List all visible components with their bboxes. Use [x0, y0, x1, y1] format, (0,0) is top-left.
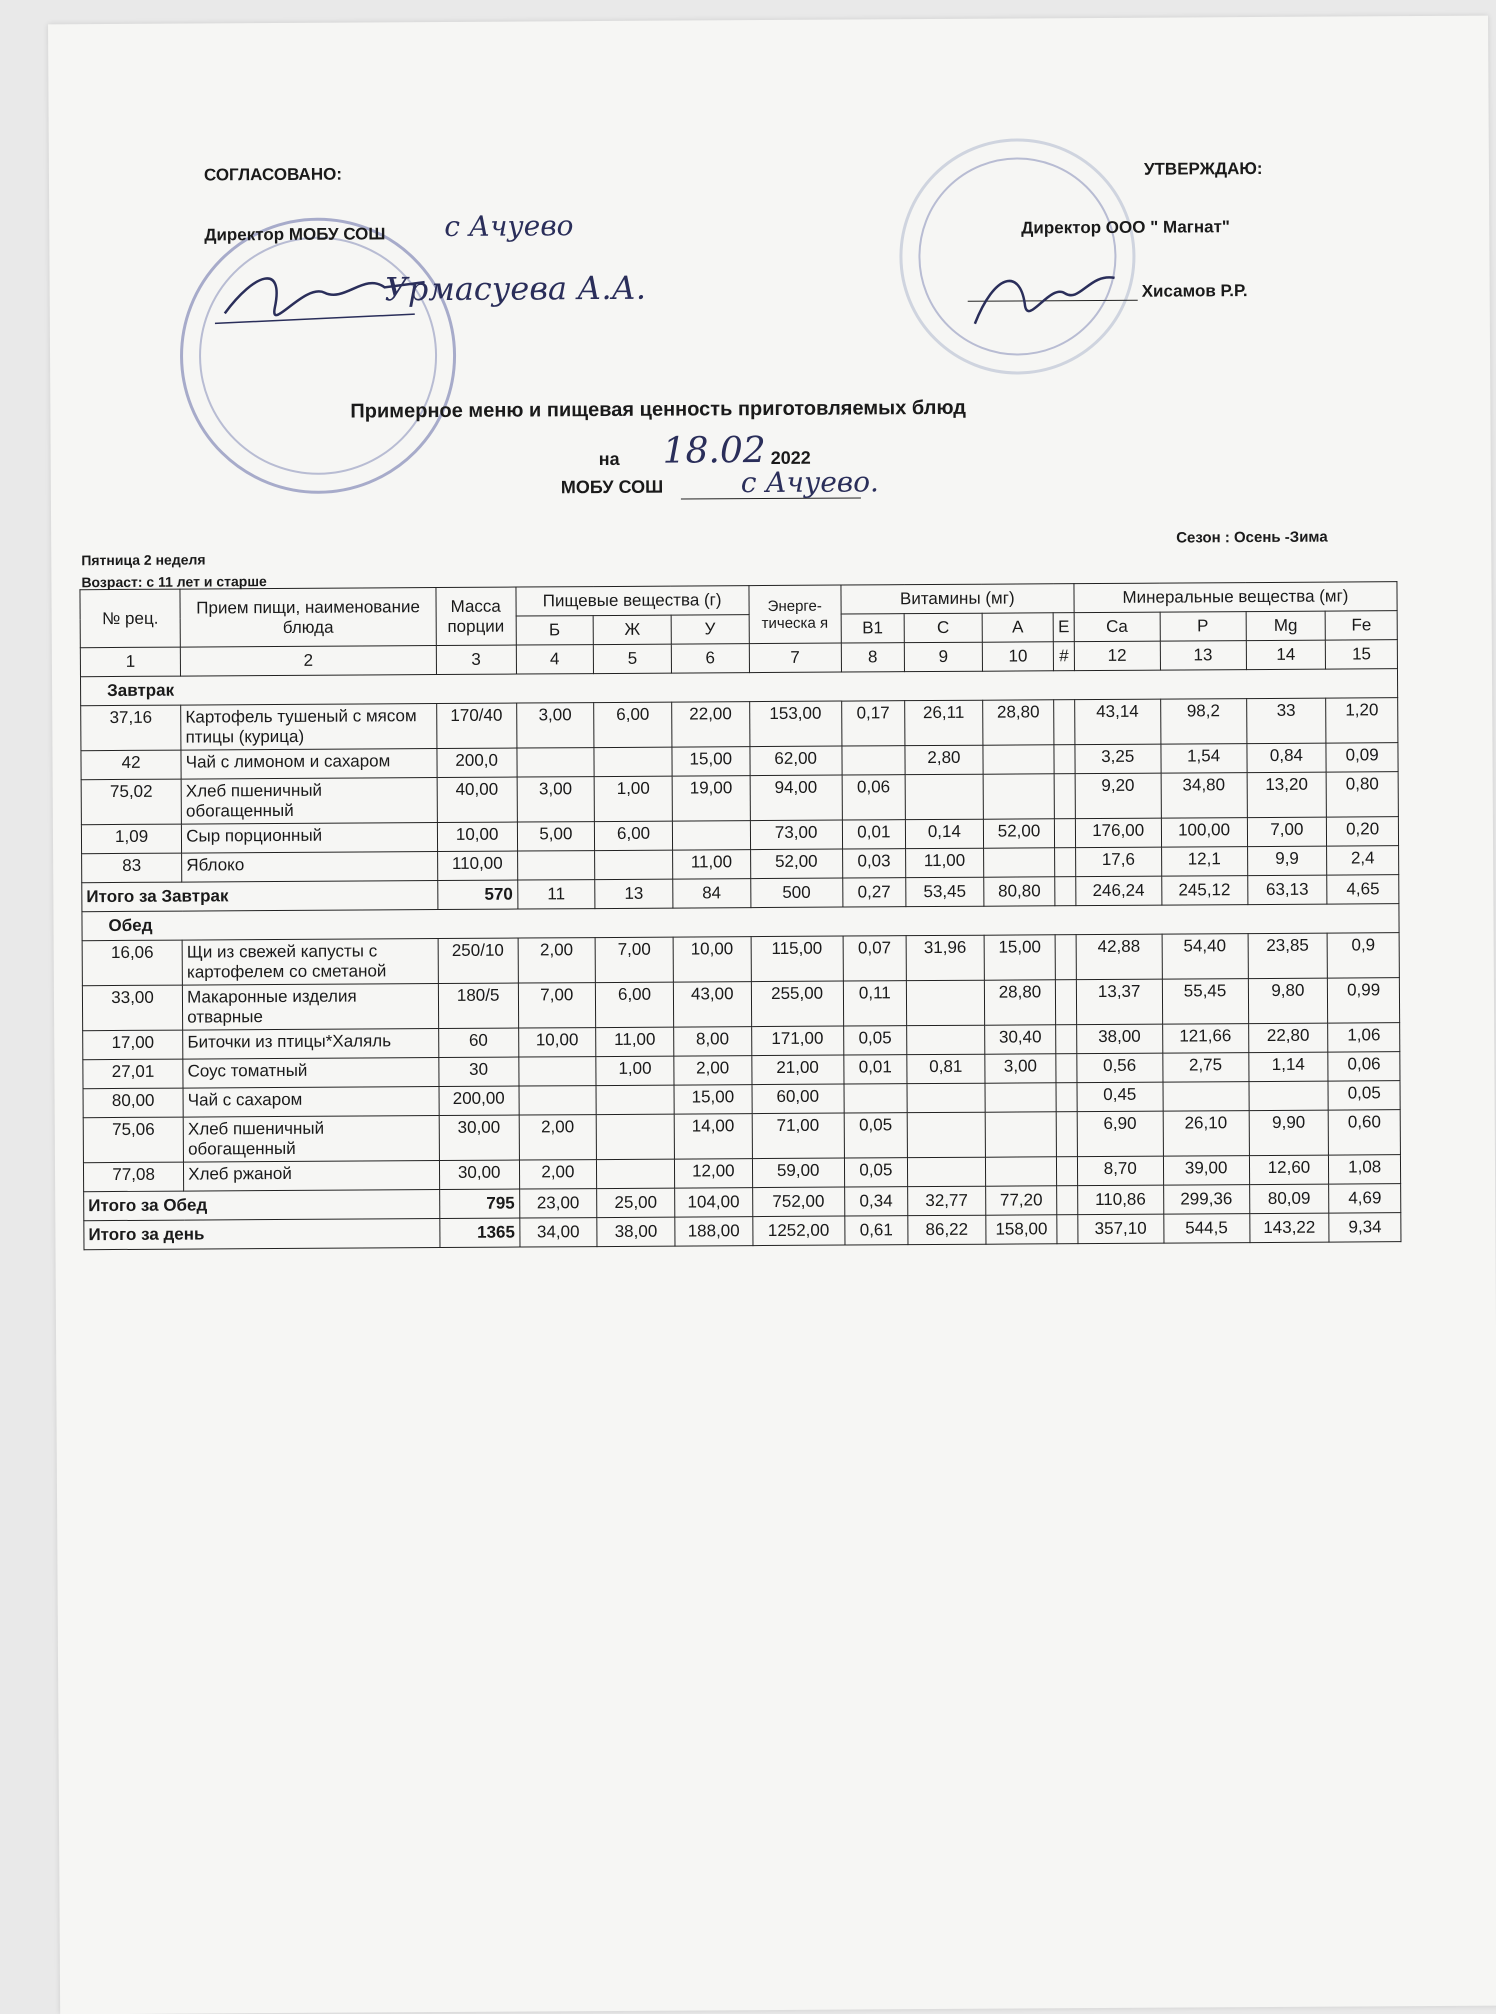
cell-value: 52,00	[983, 819, 1055, 848]
total-value: 110,86	[1077, 1185, 1163, 1215]
cell-value: 94,00	[750, 775, 842, 821]
cell-value: 3,25	[1075, 744, 1161, 774]
cell-value	[1056, 1025, 1077, 1054]
column-number: 7	[749, 643, 841, 673]
sub-header: У	[671, 615, 749, 644]
recipe-number: 83	[82, 853, 182, 883]
cell-value	[907, 1083, 985, 1112]
cell-value: 2,80	[905, 745, 983, 774]
cell-value: 2,4	[1327, 846, 1399, 875]
cell-value: 22,80	[1248, 1023, 1328, 1052]
cell-value: 200,0	[437, 748, 517, 777]
total-value: 84	[673, 879, 751, 908]
recipe-number: 16,06	[82, 940, 182, 986]
column-number: 9	[904, 642, 982, 671]
cell-value: 15,00	[672, 747, 750, 776]
total-value: 13	[595, 879, 673, 908]
total-value: 299,36	[1163, 1185, 1249, 1215]
cell-value: 33	[1246, 698, 1326, 743]
cell-value: 11,00	[906, 848, 984, 877]
column-number: 13	[1160, 641, 1246, 671]
agreed-label: СОГЛАСОВАНО:	[203, 164, 343, 185]
total-mass: 1365	[440, 1218, 520, 1247]
cell-value: 1,08	[1329, 1155, 1401, 1184]
cell-value: 1,54	[1161, 744, 1247, 774]
column-number: 4	[516, 645, 594, 674]
agreed-position: Директор МОБУ СОШ	[204, 224, 386, 245]
column-number: 12	[1074, 641, 1160, 671]
total-value: 752,00	[752, 1187, 844, 1217]
cell-value	[1056, 1112, 1077, 1157]
cell-value: 250/10	[438, 938, 518, 983]
cell-value: 1,00	[596, 1056, 674, 1085]
total-value: 77,20	[985, 1186, 1057, 1215]
approve-position: Директор ООО " Магнат"	[1021, 217, 1231, 238]
cell-value: 0,80	[1326, 772, 1398, 817]
col-header-no: № рец.	[80, 589, 181, 648]
cell-value: 22,00	[672, 702, 750, 747]
total-value	[1057, 1186, 1078, 1215]
cell-value: 0,01	[843, 1055, 907, 1084]
total-value: 4,65	[1327, 875, 1399, 904]
cell-value: 0,20	[1327, 817, 1399, 846]
total-value	[1057, 1215, 1078, 1244]
recipe-number: 1,09	[81, 824, 181, 854]
cell-value: 30,40	[984, 1025, 1056, 1054]
col-header-nutrients: Пищевые вещества (г)	[515, 586, 748, 616]
cell-value	[1055, 819, 1076, 848]
cell-value	[985, 1157, 1057, 1186]
cell-value: 10,00	[673, 937, 751, 982]
cell-value: 3,00	[516, 703, 594, 748]
total-value: 0,34	[844, 1187, 908, 1216]
cell-value: 17,6	[1075, 847, 1161, 877]
cell-value: 30,00	[439, 1160, 519, 1189]
date-prefix: на	[598, 448, 620, 470]
total-value: 38,00	[597, 1217, 675, 1246]
director-signature	[214, 252, 435, 343]
column-number: 2	[181, 646, 437, 677]
cell-value	[1056, 1054, 1077, 1083]
cell-value: 2,75	[1162, 1053, 1248, 1083]
cell-value: 110,00	[437, 851, 517, 880]
sub-header: Б	[516, 616, 594, 645]
cell-value: 39,00	[1163, 1156, 1249, 1186]
dish-name: Макаронные изделия отварные	[183, 984, 439, 1031]
recipe-number: 42	[81, 750, 181, 780]
dish-name: Хлеб ржаной	[184, 1161, 440, 1192]
total-value: 4,69	[1329, 1184, 1401, 1213]
cell-value: 13,37	[1076, 979, 1162, 1025]
document-page	[48, 16, 1496, 2014]
cell-value: 3,00	[517, 777, 595, 822]
cell-value: 0,11	[843, 981, 907, 1026]
dish-name: Щи из свежей капусты с картофелем со сметаной	[182, 939, 438, 986]
total-value: 544,5	[1163, 1214, 1249, 1244]
total-value: 80,09	[1249, 1184, 1329, 1213]
cell-value	[906, 980, 984, 1025]
cell-value: 0,07	[843, 936, 907, 981]
cell-value: 7,00	[518, 983, 596, 1028]
cell-value: 153,00	[749, 701, 841, 747]
cell-value: 1,14	[1248, 1052, 1328, 1081]
cell-value	[1054, 745, 1075, 774]
cell-value: 10,00	[518, 1028, 596, 1057]
company-signature	[964, 253, 1125, 344]
total-value: 63,13	[1247, 875, 1327, 904]
cell-value	[596, 1085, 674, 1114]
cell-value: 11,00	[596, 1027, 674, 1056]
total-mass: 570	[438, 880, 518, 909]
cell-value: 43,00	[673, 982, 751, 1027]
cell-value: 9,90	[1249, 1110, 1329, 1155]
cell-value: 60,00	[752, 1084, 844, 1114]
date-year: 2022	[770, 447, 811, 468]
cell-value: 30	[439, 1057, 519, 1086]
cell-value: 62,00	[750, 746, 842, 776]
cell-value: 43,14	[1074, 699, 1160, 745]
cell-value	[516, 748, 594, 777]
cell-value: 30,00	[439, 1115, 519, 1160]
column-number: 14	[1246, 640, 1326, 669]
recipe-number: 33,00	[82, 985, 182, 1031]
total-value: 188,00	[675, 1217, 753, 1246]
total-value: 32,77	[908, 1186, 986, 1215]
cell-value: 115,00	[751, 936, 843, 982]
cell-value: 42,88	[1076, 934, 1162, 980]
cell-value: 0,45	[1077, 1082, 1163, 1112]
total-value: 0,61	[844, 1216, 908, 1245]
dish-name: Биточки из птицы*Халяль	[183, 1029, 439, 1060]
cell-value: 0,56	[1077, 1053, 1163, 1083]
column-number: 3	[436, 645, 516, 674]
sub-header: P	[1160, 612, 1246, 642]
cell-value: 6,00	[594, 702, 672, 747]
cell-value: 7,00	[1247, 817, 1327, 846]
cell-value: 2,00	[518, 938, 596, 983]
column-number: 8	[841, 643, 905, 672]
cell-value: 28,80	[982, 700, 1054, 745]
total-label: Итого за Завтрак	[82, 881, 438, 912]
cell-value: 1,00	[594, 776, 672, 821]
cell-value: 0,06	[842, 775, 906, 820]
cell-value: 0,05	[1328, 1081, 1400, 1110]
cell-value	[1055, 935, 1076, 980]
cell-value	[672, 821, 750, 850]
day-label: Пятница 2 неделя	[81, 551, 206, 569]
dish-name: Сыр порционный	[182, 823, 438, 854]
cell-value	[595, 850, 673, 879]
col-header-meal: Прием пищи, наименование блюда	[180, 588, 436, 648]
cell-value: 0,05	[843, 1026, 907, 1055]
cell-value: 98,2	[1160, 699, 1246, 745]
menu-table	[79, 581, 1401, 1250]
cell-value: 73,00	[750, 820, 842, 850]
total-value: 0,27	[842, 878, 906, 907]
cell-value: 9,80	[1248, 978, 1328, 1023]
table-row	[82, 933, 1399, 986]
dish-name: Чай с сахаром	[183, 1087, 439, 1118]
cell-value	[905, 774, 983, 819]
table-row	[82, 978, 1399, 1031]
cell-value: 0,99	[1328, 978, 1400, 1023]
col-header-vitamins: Витамины (мг)	[841, 584, 1074, 614]
cell-value: 38,00	[1076, 1024, 1162, 1054]
cell-value: 0,03	[842, 849, 906, 878]
cell-value: 2,00	[519, 1160, 597, 1189]
total-value: 9,34	[1329, 1213, 1401, 1242]
column-number: 6	[671, 644, 749, 673]
cell-value	[1056, 1083, 1077, 1112]
total-value: 1252,00	[752, 1216, 844, 1246]
table-row	[83, 1110, 1400, 1163]
recipe-number: 77,08	[83, 1162, 183, 1192]
cell-value	[842, 746, 906, 775]
cell-value: 0,60	[1328, 1110, 1400, 1155]
cell-value: 2,00	[674, 1056, 752, 1085]
cell-value: 0,9	[1327, 933, 1399, 978]
cell-value	[1057, 1157, 1078, 1186]
cell-value: 15,00	[984, 935, 1056, 980]
cell-value: 21,00	[751, 1055, 843, 1085]
recipe-number: 37,16	[81, 705, 181, 751]
total-value: 80,80	[983, 877, 1055, 906]
cell-value: 176,00	[1075, 818, 1161, 848]
age-label: Возраст: с 11 лет и старше	[81, 573, 267, 591]
cell-value: 9,20	[1075, 773, 1161, 819]
cell-value: 12,1	[1161, 847, 1247, 877]
sub-header: B1	[841, 614, 905, 643]
cell-value: 200,00	[439, 1086, 519, 1115]
handwritten-school: с Ачуево.	[740, 465, 880, 500]
total-value: 158,00	[986, 1215, 1058, 1244]
column-number: 5	[594, 644, 672, 673]
cell-value	[983, 848, 1055, 877]
col-header-mass: Масса порции	[436, 587, 516, 645]
cell-value	[594, 747, 672, 776]
cell-value: 0,05	[844, 1113, 908, 1158]
total-label: Итого за день	[84, 1219, 440, 1250]
cell-value	[983, 774, 1055, 819]
cell-value: 0,81	[907, 1054, 985, 1083]
dish-name: Хлеб пшеничный обогащенный	[183, 1116, 439, 1163]
cell-value: 100,00	[1161, 818, 1247, 848]
dish-name: Картофель тушеный с мясом птицы (курица)	[181, 704, 437, 751]
cell-value: 5,00	[517, 822, 595, 851]
cell-value: 0,09	[1326, 743, 1398, 772]
cell-value: 0,05	[844, 1158, 908, 1187]
cell-value: 1,06	[1328, 1023, 1400, 1052]
cell-value: 12,00	[674, 1159, 752, 1188]
season-label: Сезон : Осень -Зима	[1176, 528, 1328, 547]
cell-value	[907, 1157, 985, 1186]
column-number: 15	[1326, 640, 1398, 669]
cell-value: 0,84	[1246, 743, 1326, 772]
handwritten-date: 18.02	[662, 430, 766, 472]
cell-value	[519, 1086, 597, 1115]
cell-value: 55,45	[1162, 979, 1248, 1025]
cell-value: 7,00	[595, 937, 673, 982]
cell-value: 121,66	[1162, 1024, 1248, 1054]
total-label: Итого за Обед	[84, 1190, 440, 1221]
sub-header: E	[1053, 613, 1074, 642]
cell-value: 40,00	[437, 777, 517, 822]
cell-value	[1055, 848, 1076, 877]
cell-value: 0,06	[1328, 1052, 1400, 1081]
cell-value: 9,9	[1247, 846, 1327, 875]
cell-value: 60	[438, 1028, 518, 1057]
column-number: 1	[80, 647, 180, 677]
sub-header: Ca	[1074, 612, 1160, 642]
cell-value: 12,60	[1249, 1155, 1329, 1184]
school-prefix: МОБУ СОШ	[560, 476, 664, 498]
recipe-number: 75,02	[81, 779, 181, 825]
approve-label: УТВЕРЖДАЮ:	[1143, 158, 1263, 179]
dish-name: Хлеб пшеничный обогащенный	[181, 778, 437, 825]
section-label: Завтрак	[80, 669, 1397, 706]
total-value: 143,22	[1249, 1213, 1329, 1242]
cell-value: 52,00	[750, 849, 842, 879]
total-value: 246,24	[1076, 876, 1162, 906]
total-value: 11	[517, 880, 595, 909]
cell-value	[907, 1112, 985, 1157]
lunch-rows	[82, 933, 1401, 1192]
cell-value: 23,85	[1248, 933, 1328, 978]
cell-value: 10,00	[437, 822, 517, 851]
total-value: 23,00	[519, 1189, 597, 1218]
table-row	[81, 698, 1398, 751]
cell-value: 71,00	[752, 1113, 844, 1159]
cell-value: 8,00	[674, 1027, 752, 1056]
total-value: 104,00	[675, 1188, 753, 1217]
cell-value: 13,20	[1247, 772, 1327, 817]
cell-value	[1054, 774, 1075, 819]
cell-value	[517, 851, 595, 880]
cell-value: 26,10	[1163, 1111, 1249, 1157]
cell-value: 6,00	[595, 821, 673, 850]
approve-name: Хисамов Р.Р.	[1141, 281, 1248, 301]
cell-value: 19,00	[672, 776, 750, 821]
total-value: 25,00	[597, 1188, 675, 1217]
cell-value: 255,00	[751, 981, 843, 1027]
cell-value	[596, 1114, 674, 1159]
total-value: 245,12	[1161, 876, 1247, 906]
cell-value: 1,20	[1326, 698, 1398, 743]
recipe-number: 27,01	[83, 1059, 183, 1089]
total-value: 53,45	[906, 877, 984, 906]
cell-value: 28,80	[984, 980, 1056, 1025]
sub-header: A	[982, 613, 1054, 642]
cell-value	[844, 1084, 908, 1113]
breakfast-rows	[81, 698, 1399, 883]
sub-header: C	[904, 613, 982, 642]
dish-name: Чай с лимоном и сахаром	[181, 749, 437, 780]
cell-value: 0,01	[842, 820, 906, 849]
total-value: 500	[750, 878, 842, 908]
col-header-energy: Энерге-тическа я	[749, 585, 841, 644]
cell-value	[983, 745, 1055, 774]
handwritten-village: с Ачуево	[444, 209, 574, 243]
column-number: 10	[982, 642, 1054, 671]
cell-value: 6,90	[1077, 1111, 1163, 1157]
total-value: 34,00	[519, 1218, 597, 1247]
cell-value	[1249, 1081, 1329, 1110]
cell-value: 6,00	[596, 982, 674, 1027]
cell-value: 171,00	[751, 1026, 843, 1056]
dish-name: Яблоко	[182, 852, 438, 883]
cell-value: 15,00	[674, 1085, 752, 1114]
cell-value	[1056, 980, 1077, 1025]
total-mass: 795	[439, 1189, 519, 1218]
document-title: Примерное меню и пищевая ценность приготовляемых блюд	[350, 396, 967, 423]
cell-value: 180/5	[438, 983, 518, 1028]
sub-header: Fe	[1325, 611, 1397, 640]
cell-value: 14,00	[674, 1114, 752, 1159]
handwritten-director-name: Урмасуева А.А.	[384, 268, 647, 309]
table-row	[81, 772, 1398, 825]
cell-value: 34,80	[1161, 773, 1247, 819]
dish-name: Соус томатный	[183, 1058, 439, 1089]
cell-value: 0,14	[905, 819, 983, 848]
cell-value: 2,00	[519, 1115, 597, 1160]
cell-value	[1054, 700, 1075, 745]
section-label: Обед	[82, 904, 1399, 941]
sub-header: Ж	[593, 615, 671, 644]
recipe-number: 75,06	[83, 1117, 183, 1163]
total-value	[1055, 877, 1076, 906]
col-header-minerals: Минеральные вещества (мг)	[1074, 582, 1397, 613]
cell-value	[1163, 1082, 1249, 1112]
cell-value	[907, 1025, 985, 1054]
recipe-number: 17,00	[83, 1030, 183, 1060]
cell-value	[597, 1159, 675, 1188]
total-value: 86,22	[908, 1215, 986, 1244]
cell-value: 26,11	[905, 700, 983, 745]
column-number: #	[1054, 642, 1075, 671]
total-value: 357,10	[1078, 1214, 1164, 1244]
cell-value: 31,96	[906, 935, 984, 980]
cell-value: 170/40	[436, 703, 516, 748]
cell-value: 59,00	[752, 1158, 844, 1188]
cell-value	[518, 1057, 596, 1086]
cell-value: 8,70	[1077, 1156, 1163, 1186]
cell-value	[985, 1112, 1057, 1157]
recipe-number: 80,00	[83, 1088, 183, 1118]
sub-header: Mg	[1246, 611, 1326, 640]
cell-value: 0,17	[841, 701, 905, 746]
cell-value: 54,40	[1162, 934, 1248, 980]
cell-value	[985, 1083, 1057, 1112]
cell-value: 11,00	[672, 850, 750, 879]
cell-value: 3,00	[985, 1054, 1057, 1083]
